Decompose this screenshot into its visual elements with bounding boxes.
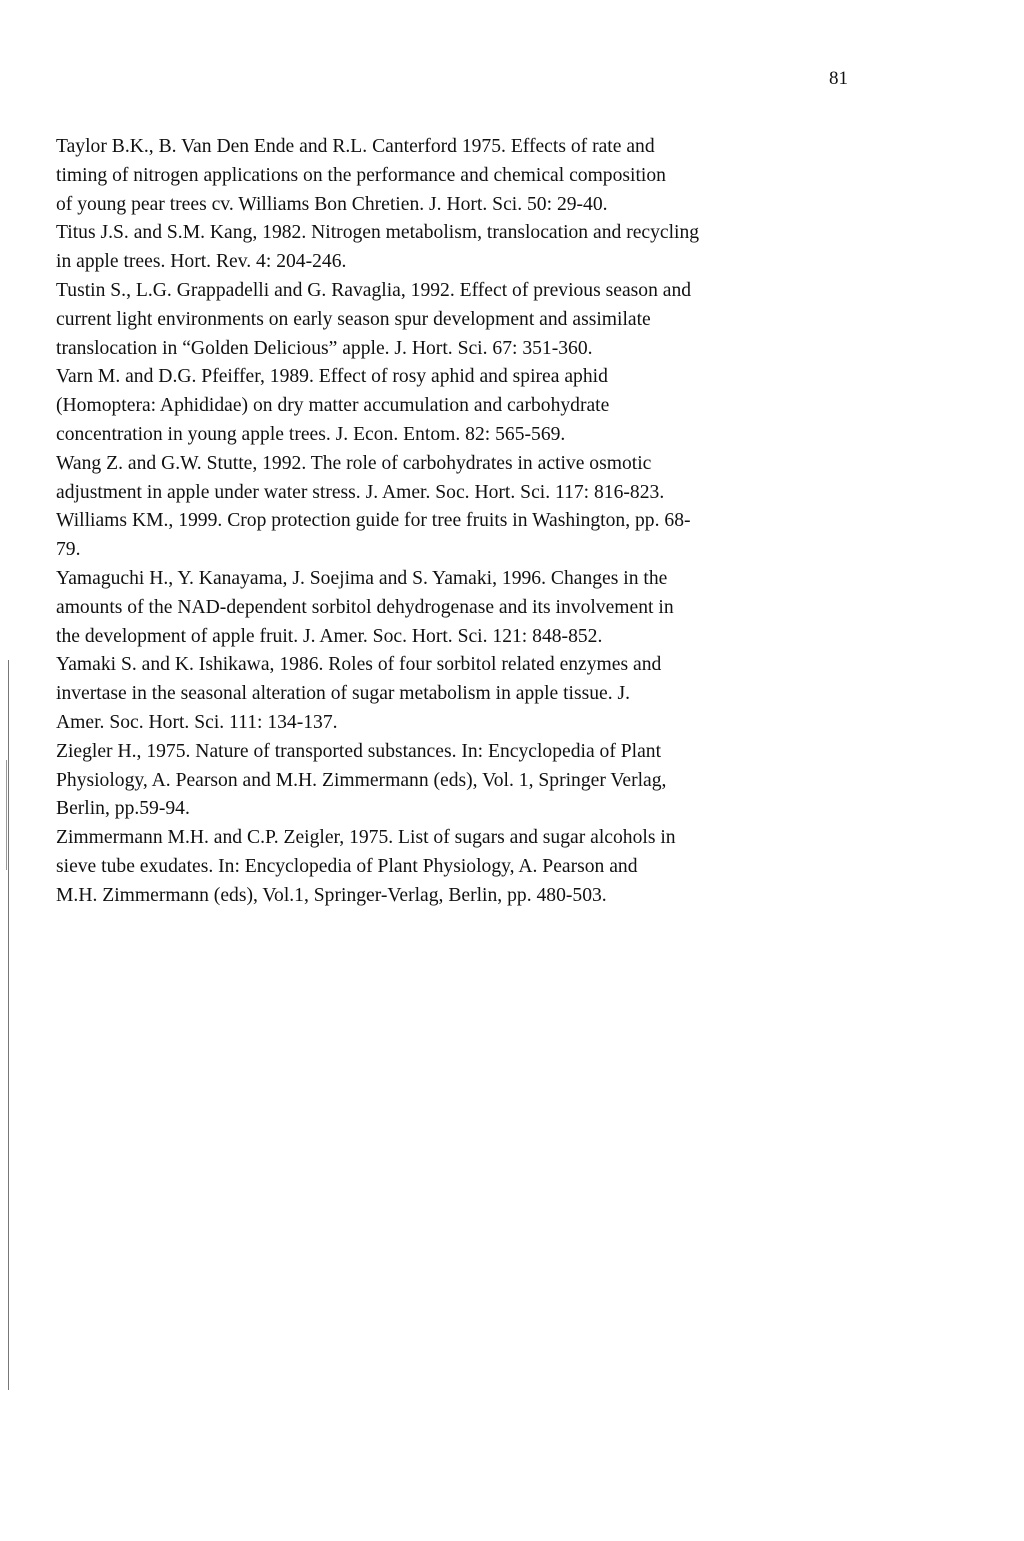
reference-line: invertase in the seasonal alteration of sugar metabolism in apple tissue. J. (56, 683, 631, 705)
reference-varn-1989 (56, 363, 856, 449)
reference-line: Ziegler H., 1975. Nature of transported substances. In: Encyclopedia of Plant (56, 740, 662, 762)
reference-line: Yamaguchi H., Y. Kanayama, J. Soejima and S. Yamaki, 1996. Changes in the (56, 567, 668, 589)
reference-line: Wang Z. and G.W. Stutte, 1992. The role of carbohydrates in active osmotic (56, 452, 652, 474)
reference-line: the development of apple fruit. J. Amer. Soc. Hort. Sci. 121: 848-852. (56, 625, 603, 647)
reference-list (56, 133, 856, 911)
reference-titus-1982 (56, 219, 856, 277)
reference-line: translocation in “Golden Delicious” apple. J. Hort. Sci. 67: 351-360. (56, 337, 593, 359)
reference-line: of young pear trees cv. Williams Bon Chretien. J. Hort. Sci. 50: 29-40. (56, 193, 608, 215)
reference-line: in apple trees. Hort. Rev. 4: 204-246. (56, 251, 347, 273)
reference-ziegler-1975 (56, 738, 856, 824)
reference-line: Yamaki S. and K. Ishikawa, 1986. Roles of four sorbitol related enzymes and (56, 654, 662, 676)
scan-edge-line (6, 760, 7, 870)
reference-yamaki-1986 (56, 651, 856, 737)
reference-line: Berlin, pp.59-94. (56, 798, 190, 820)
reference-line: adjustment in apple under water stress. J. Amer. Soc. Hort. Sci. 117: 816-823. (56, 481, 665, 503)
reference-line: Physiology, A. Pearson and M.H. Zimmermann (eds), Vol. 1, Springer Verlag, (56, 769, 667, 791)
reference-line: Tustin S., L.G. Grappadelli and G. Ravaglia, 1992. Effect of previous season and (56, 279, 692, 301)
reference-yamaguchi-1996 (56, 565, 856, 651)
reference-line: Taylor B.K., B. Van Den Ende and R.L. Canterford 1975. Effects of rate and (56, 136, 655, 157)
reference-line: M.H. Zimmermann (eds), Vol.1, Springer-Verlag, Berlin, pp. 480-503. (56, 884, 607, 906)
reference-line: concentration in young apple trees. J. Econ. Entom. 82: 565-569. (56, 423, 566, 445)
reference-line: Amer. Soc. Hort. Sci. 111: 134-137. (56, 711, 338, 733)
reference-line: timing of nitrogen applications on the performance and chemical composition (56, 164, 666, 186)
reference-line: Williams KM., 1999. Crop protection guide for tree fruits in Washington, pp. 68- (56, 510, 691, 532)
reference-line: current light environments on early season spur development and assimilate (56, 308, 651, 330)
reference-wang-1992 (56, 450, 856, 508)
reference-line: Zimmermann M.H. and C.P. Zeigler, 1975. List of sugars and sugar alcohols in (56, 827, 676, 849)
scan-edge-line (8, 660, 9, 1390)
reference-line: Varn M. and D.G. Pfeiffer, 1989. Effect of rosy aphid and spirea aphid (56, 366, 608, 388)
page-number: 81 (829, 68, 848, 89)
reference-tustin-1992 (56, 277, 856, 363)
reference-line: 79. (56, 539, 81, 561)
reference-williams-1999 (56, 507, 856, 565)
reference-line: sieve tube exudates. In: Encyclopedia of Plant Physiology, A. Pearson and (56, 855, 638, 877)
reference-line: amounts of the NAD-dependent sorbitol dehydrogenase and its involvement in (56, 596, 674, 618)
reference-zimmermann-1975 (56, 824, 856, 910)
reference-line: Titus J.S. and S.M. Kang, 1982. Nitrogen metabolism, translocation and recycling (56, 222, 700, 244)
reference-line: (Homoptera: Aphididae) on dry matter accumulation and carbohydrate (56, 395, 610, 417)
reference-taylor-1975 (56, 133, 856, 219)
